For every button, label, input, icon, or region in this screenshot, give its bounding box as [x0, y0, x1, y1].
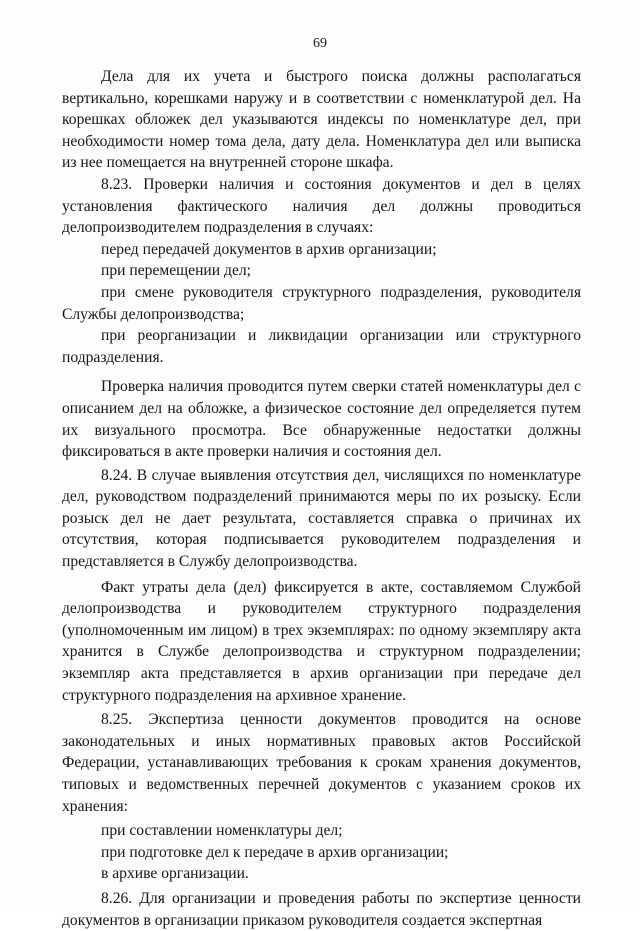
paragraph-8-23: 8.23. Проверки наличия и состояния документов и дел в целях установления фактического наличия дел должны проводиться делопроизводителем подразделения в случаях: — [62, 175, 581, 237]
list-item-reorganization: при реорганизации и ликвидации организации или структурного подразделения. — [62, 327, 581, 366]
list-item-nomenclature: при составлении номенклатуры дел; — [101, 822, 343, 840]
page-number: 69 — [313, 36, 327, 51]
paragraph-8-25: 8.25. Экспертиза ценности документов проводится на основе законодательных и иных нормативных правовых актов Российской Федерации, устанавливающих требования к срокам хранения документов, типовых и ведомственных перечней документов с указанием сроков их хранения: — [62, 711, 581, 815]
list-item-relocation: при перемещении дел; — [101, 262, 251, 280]
document-body — [62, 66, 581, 931]
paragraph-inspection-method: Проверка наличия проводится путем сверки статей номенклатуры дел с описанием дел на обложке, а физическое состояние дел определяется путем их визуального просмотра. Все обнаруженные недостатки должны фиксироваться в акте проверки наличия и состояния дел. — [62, 378, 581, 461]
list-item-before-archive-transfer: перед передачей документов в архив организации; — [101, 240, 437, 258]
list-item-archive-preparation: при подготовке дел к передаче в архив организации; — [101, 843, 449, 861]
paragraph-8-24: 8.24. В случае выявления отсутствия дел, числящихся по номенклатуре дел, руководством подразделений принимаются меры по их розыску. Если розыск дел не дает результата, составляется справка о причинах их отсутствия, которая подписывается руководителем подразделения и представляется в Службу делопроизводства. — [62, 466, 581, 571]
paragraph-8-26: 8.26. Для организации и проведения работы по экспертизе ценности документов в организации приказом руководителя создается экспертная — [62, 889, 581, 929]
list-item-in-archive: в архиве организации. — [101, 865, 249, 883]
paragraph-shelving-rules: Дела для их учета и быстрого поиска должны располагаться вертикально, корешками наружу и в соответствии с номенклатурой дел. На корешках обложек дел указываются индексы по номенклатуре дел, при необходимости номер тома дела, дату дела. Номенклатура дел или выписка из нее помещается на внутренней стороне шкафа. — [62, 68, 581, 172]
paragraph-loss-act: Факт утраты дела (дел) фиксируется в акте, составляемом Службой делопроизводства и руководителем структурного подразделения (уполномоченным им лицом) в трех экземплярах: по одному экземпляру акта хранится в Службе делопроизводства и структурном подразделении; экземпляр акта представляется в архив организации при передаче дел структурного подразделения на архивное хранение. — [62, 578, 581, 704]
list-item-change-of-head: при смене руководителя структурного подразделения, руководителя Службы делопроизводства; — [62, 283, 581, 323]
